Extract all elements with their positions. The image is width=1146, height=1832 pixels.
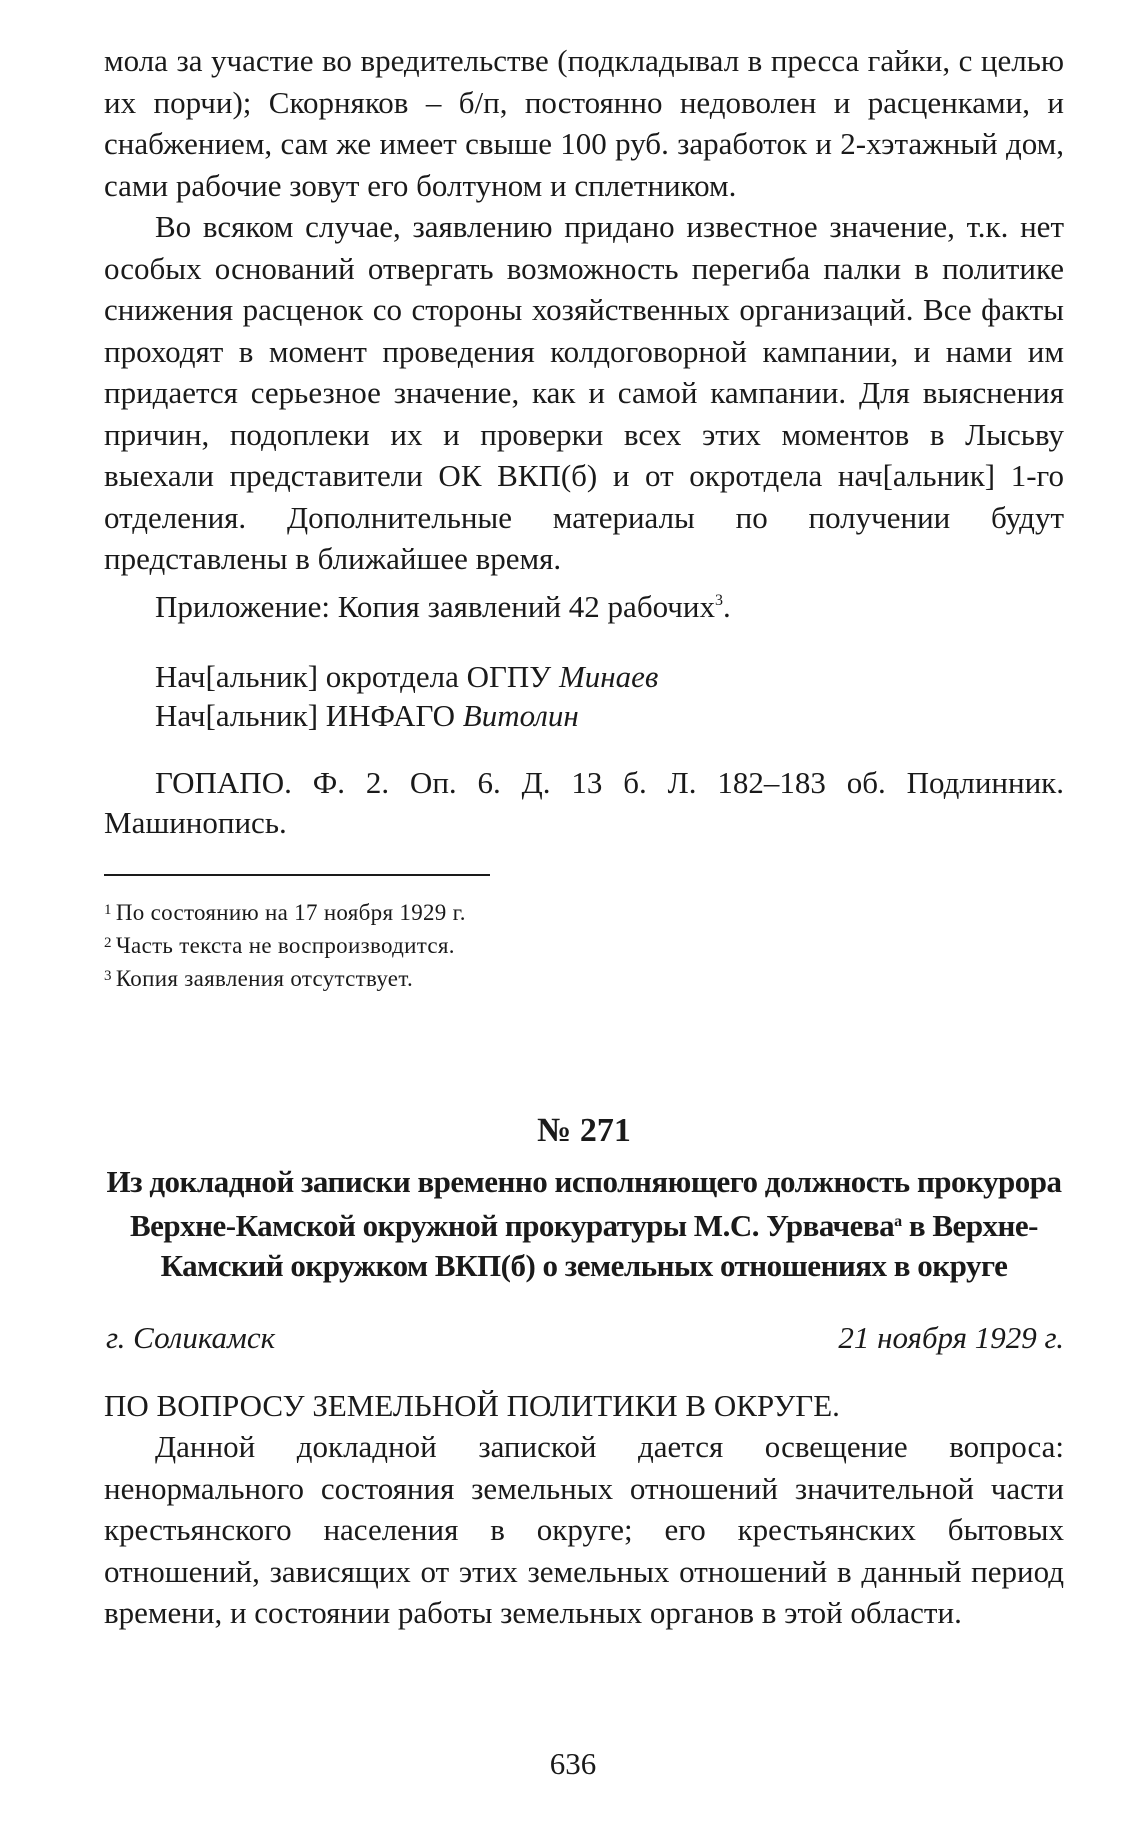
footnote-mark: 2 — [104, 935, 112, 951]
footnote — [104, 928, 1064, 961]
place-date-line — [104, 1318, 1064, 1358]
signature-line — [155, 657, 1064, 696]
document-place: г. Соликамск — [106, 1320, 276, 1355]
signature-role: Нач[альник] ИНФАГО — [155, 698, 456, 733]
document-title — [104, 1162, 1064, 1286]
page-number: 636 — [549, 1746, 597, 1781]
signature-name: Витолин — [462, 698, 579, 733]
document-title-part2: в Верхне-Камский окружком ВКП(б) о земельных отношениях в округе — [160, 1208, 1039, 1283]
footnote-mark: 1 — [104, 902, 112, 918]
footnote-text: По состоянию на 17 ноября 1929 г. — [115, 900, 466, 925]
appendix-note-mark: 3 — [714, 591, 723, 609]
appendix-tail: . — [722, 588, 731, 624]
footnote-divider — [104, 874, 490, 876]
footnote — [104, 961, 1064, 994]
section-heading: ПО ВОПРОСУ ЗЕМЕЛЬНОЙ ПОЛИТИКИ В ОКРУГЕ. — [104, 1388, 840, 1423]
document-title-note-mark: а — [894, 1213, 902, 1230]
document-number: № 271 — [537, 1112, 631, 1149]
paragraph-continued: мола за участие во вредительстве (подкладывал в пресса гайки, с целью их порчи); Скорняков – б/п, постоянно недоволен и расценками, и снабжением, сам же имеет свыше 100 руб. заработок и 2-хэтажный дом, сами рабочие зовут его болтуном и сплетником. — [104, 43, 1064, 203]
signature-role: Нач[альник] окротдела ОГПУ — [155, 659, 552, 694]
appendix-line — [104, 580, 1064, 628]
signature-line — [155, 696, 1064, 735]
footnote-text: Копия заявления отсутствует. — [115, 966, 413, 991]
archive-source: ГОПАПО. Ф. 2. Оп. 6. Д. 13 б. Л. 182–183 об. Подлинник. Машинопись. — [104, 765, 1064, 840]
footnote-text: Часть текста не воспроизводится. — [115, 933, 455, 958]
document-body: Данной докладной запиской дается освещение вопроса: ненормального состояния земельных отношений значительной части крестьянского населения в округе; его крестьянских бытовых отношений, зависящих от этих земельных отношений в данный период времени, и состоянии работы земельных органов в этой области. — [104, 1429, 1064, 1630]
paragraph-assessment: Во всяком случае, заявлению придано известное значение, т.к. нет особых оснований отвергать возможность перегиба палки в политике снижения расценок со стороны хозяйственных организаций. Все факты проходят в момент проведения колдоговорной кампании, и нами им придается серьезное значение, как и самой кампании. Для выяснения причин, подоплеки их и проверки всех этих моментов в Лысьву выехали представители ОК ВКП(б) и от окротдела нач[альник] 1-го отделения. Дополнительные материалы по получении будут представлены в ближайшее время. — [104, 209, 1064, 576]
appendix-text: Приложение: Копия заявлений 42 рабочих — [155, 588, 715, 624]
footnote-mark: 3 — [104, 968, 112, 984]
page-content — [104, 40, 1064, 1634]
document-title-part1: Из докладной записки временно исполняющего должность прокурора Верхне-Камской окружной прокуратуры М.С. Урвачева — [106, 1164, 1062, 1243]
signature-name: Минаев — [558, 659, 659, 694]
footnote — [104, 895, 1064, 928]
document-date: 21 ноября 1929 г. — [838, 1320, 1064, 1355]
